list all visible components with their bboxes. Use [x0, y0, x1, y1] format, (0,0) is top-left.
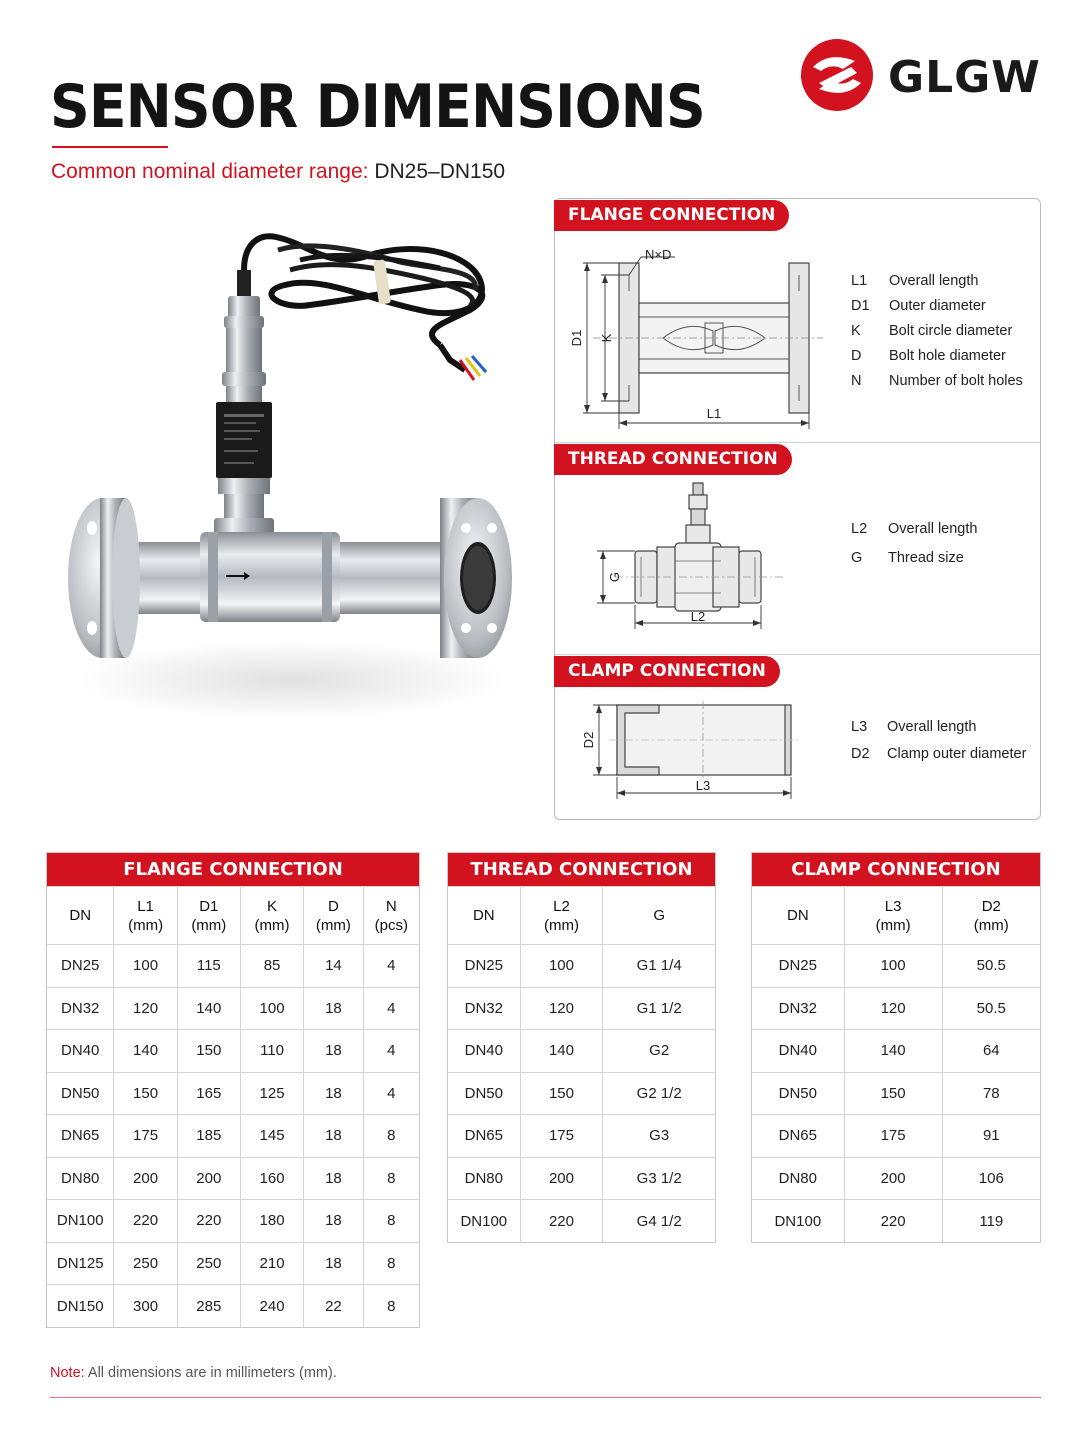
table-cell: 18 — [304, 1115, 364, 1158]
flange-diagram — [563, 239, 831, 439]
clamp-dimensions-table — [751, 852, 1041, 1243]
table-row — [47, 987, 419, 1030]
table-cell: 175 — [844, 1115, 942, 1158]
table-cell: DN80 — [448, 1157, 520, 1200]
table-row — [752, 1115, 1040, 1158]
table-row — [448, 945, 715, 988]
subtitle-value: DN25–DN150 — [374, 160, 506, 183]
table-cell: DN65 — [752, 1115, 844, 1158]
label-d1: D1 — [569, 329, 584, 347]
table-row — [47, 1072, 419, 1115]
table-row — [448, 1072, 715, 1115]
legend-symbol: G — [851, 550, 863, 566]
table-cell: 100 — [844, 945, 942, 988]
table-cell: 140 — [520, 1030, 603, 1073]
table-header-row — [448, 887, 715, 945]
column-unit: (mm) — [128, 916, 164, 934]
label-k: K — [599, 333, 614, 343]
table-cell: 106 — [942, 1157, 1040, 1200]
table-cell: 140 — [844, 1030, 942, 1073]
bottom-divider — [50, 1397, 1041, 1398]
table-cell: 160 — [240, 1157, 303, 1200]
page-title: SENSOR DIMENSIONS — [50, 72, 705, 142]
table-row — [448, 1115, 715, 1158]
table-row — [752, 1072, 1040, 1115]
table-cell: 140 — [177, 987, 240, 1030]
flange-dimensions-table — [46, 852, 420, 1328]
table-row — [752, 987, 1040, 1030]
table-cell: 150 — [114, 1072, 177, 1115]
legend-description: Overall length — [887, 719, 977, 735]
legend-description: Bolt circle diameter — [889, 323, 1013, 339]
table-cell: DN32 — [752, 987, 844, 1030]
table-cell: 175 — [114, 1115, 177, 1158]
table-row — [47, 1157, 419, 1200]
legend-symbol: D2 — [851, 746, 870, 762]
legend-symbol: L3 — [851, 719, 868, 735]
legend-symbol: L2 — [851, 521, 868, 537]
table-cell: 18 — [304, 987, 364, 1030]
table-row — [47, 945, 419, 988]
table-cell: DN100 — [448, 1200, 520, 1243]
label-g: G — [607, 571, 622, 583]
table-cell: 8 — [363, 1285, 419, 1328]
table-row — [448, 1030, 715, 1073]
table-title: THREAD CONNECTION — [448, 853, 715, 886]
legend-description: Number of bolt holes — [889, 373, 1023, 389]
column-unit: (mm) — [315, 916, 351, 934]
column-unit: (mm) — [191, 916, 227, 934]
table-cell: 100 — [114, 945, 177, 988]
subtitle-label: Common nominal diameter range: — [51, 160, 369, 183]
table-cell: 210 — [240, 1242, 303, 1285]
flange-diagram-tag: FLANGE CONNECTION — [554, 200, 789, 231]
column-name: D2 — [981, 897, 1001, 915]
table-cell: 4 — [363, 1030, 419, 1073]
table-cell: 200 — [844, 1157, 942, 1200]
table-cell: DN65 — [448, 1115, 520, 1158]
table-cell: 165 — [177, 1072, 240, 1115]
thread-dimensions-table — [447, 852, 716, 1243]
table-cell: G2 1/2 — [603, 1072, 715, 1115]
table-cell: 78 — [942, 1072, 1040, 1115]
table-cell: 64 — [942, 1030, 1040, 1073]
column-name: L2 — [553, 897, 570, 915]
table-row — [47, 1285, 419, 1328]
note-text: All dimensions are in millimeters (mm). — [87, 1365, 337, 1381]
table-cell: 119 — [942, 1200, 1040, 1243]
table-cell: 8 — [363, 1200, 419, 1243]
label-l1: L1 — [706, 406, 722, 421]
table-cell: 180 — [240, 1200, 303, 1243]
column-name: DN — [786, 907, 809, 924]
table-title: CLAMP CONNECTION — [752, 853, 1040, 886]
table-cell: 18 — [304, 1030, 364, 1073]
legend-description: Overall length — [888, 521, 978, 537]
table-cell: 4 — [363, 987, 419, 1030]
table-cell: 220 — [177, 1200, 240, 1243]
table-row — [47, 1115, 419, 1158]
legend-description: Clamp outer diameter — [887, 746, 1027, 762]
table-cell: 4 — [363, 945, 419, 988]
table-cell: 175 — [520, 1115, 603, 1158]
table-cell: DN80 — [752, 1157, 844, 1200]
connection-diagrams-panel — [554, 198, 1041, 820]
column-header — [448, 887, 520, 945]
table-cell: 91 — [942, 1115, 1040, 1158]
table-row — [752, 1030, 1040, 1073]
table-row — [752, 1157, 1040, 1200]
table-cell: 125 — [240, 1072, 303, 1115]
table-cell: DN25 — [47, 945, 114, 988]
table-cell: DN25 — [752, 945, 844, 988]
label-l3: L3 — [695, 778, 711, 793]
column-header — [177, 887, 240, 945]
table-cell: DN150 — [47, 1285, 114, 1328]
clamp-diagram-tag: CLAMP CONNECTION — [554, 656, 780, 687]
table-cell: DN100 — [752, 1200, 844, 1243]
table-cell: 100 — [520, 945, 603, 988]
legend-description: Bolt hole diameter — [889, 348, 1006, 364]
table-cell: 100 — [240, 987, 303, 1030]
flowmeter-photo — [40, 210, 540, 770]
table-cell: DN100 — [47, 1200, 114, 1243]
column-unit: (mm) — [973, 916, 1009, 934]
legend-description: Overall length — [889, 273, 979, 289]
table-cell: 50.5 — [942, 945, 1040, 988]
column-header — [603, 887, 715, 945]
table-cell: G1 1/4 — [603, 945, 715, 988]
table-cell: 120 — [844, 987, 942, 1030]
table-row — [752, 945, 1040, 988]
section-divider — [555, 654, 1040, 655]
column-name: DN — [69, 907, 92, 924]
table-header-row — [752, 887, 1040, 945]
table-cell: 14 — [304, 945, 364, 988]
title-underline — [52, 146, 168, 148]
table-row — [448, 1157, 715, 1200]
table-cell: 18 — [304, 1072, 364, 1115]
table-cell: 120 — [114, 987, 177, 1030]
table-cell: 8 — [363, 1157, 419, 1200]
table-cell: 8 — [363, 1115, 419, 1158]
clamp-diagram — [579, 699, 809, 803]
column-unit: (mm) — [875, 916, 911, 934]
column-header — [520, 887, 603, 945]
table-cell: 220 — [114, 1200, 177, 1243]
table-cell: 300 — [114, 1285, 177, 1328]
label-d2: D2 — [581, 731, 596, 749]
table-title: FLANGE CONNECTION — [47, 853, 419, 886]
table-cell: DN40 — [752, 1030, 844, 1073]
table-cell: DN40 — [448, 1030, 520, 1073]
table-cell: 200 — [114, 1157, 177, 1200]
table-cell: 8 — [363, 1242, 419, 1285]
column-name: L3 — [884, 897, 902, 915]
table-cell: 85 — [240, 945, 303, 988]
legend-symbol: N — [851, 373, 862, 389]
label-nd: N×D — [645, 247, 672, 262]
legend-symbol: L1 — [851, 273, 868, 289]
legend-symbol: D — [851, 348, 862, 364]
table-row — [47, 1030, 419, 1073]
table-cell: DN50 — [448, 1072, 520, 1115]
column-name: DN — [472, 907, 495, 924]
column-header — [47, 887, 114, 945]
table-cell: 18 — [304, 1242, 364, 1285]
section-divider — [555, 442, 1040, 443]
table-cell: 250 — [114, 1242, 177, 1285]
table-cell: DN40 — [47, 1030, 114, 1073]
legend-symbol: K — [851, 323, 861, 339]
column-name: L1 — [137, 897, 154, 915]
legend-symbol: D1 — [851, 298, 870, 314]
table-cell: 110 — [240, 1030, 303, 1073]
table-cell: 285 — [177, 1285, 240, 1328]
table-cell: 150 — [177, 1030, 240, 1073]
table-cell: 220 — [844, 1200, 942, 1243]
column-unit: (mm) — [543, 916, 579, 934]
table-header-row — [47, 887, 419, 945]
table-cell: 140 — [114, 1030, 177, 1073]
table-cell: G3 — [603, 1115, 715, 1158]
column-header — [304, 887, 364, 945]
table-cell: DN32 — [47, 987, 114, 1030]
thread-diagram-tag: THREAD CONNECTION — [554, 444, 792, 475]
column-name: K — [267, 897, 278, 915]
label-l2: L2 — [690, 609, 706, 624]
table-cell: DN50 — [752, 1072, 844, 1115]
brand-name: GLGW — [888, 52, 1041, 103]
table-cell: G3 1/2 — [603, 1157, 715, 1200]
table-cell: 250 — [177, 1242, 240, 1285]
legend-description: Thread size — [888, 550, 964, 566]
table-cell: 200 — [177, 1157, 240, 1200]
column-unit: (pcs) — [374, 916, 408, 934]
table-cell: 220 — [520, 1200, 603, 1243]
column-name: G — [653, 907, 665, 924]
table-cell: 150 — [520, 1072, 603, 1115]
table-cell: 115 — [177, 945, 240, 988]
table-cell: DN25 — [448, 945, 520, 988]
table-cell: 120 — [520, 987, 603, 1030]
table-row — [448, 1200, 715, 1243]
table-cell: 18 — [304, 1157, 364, 1200]
table-cell: 145 — [240, 1115, 303, 1158]
table-row — [448, 987, 715, 1030]
table-cell: 50.5 — [942, 987, 1040, 1030]
table-cell: G4 1/2 — [603, 1200, 715, 1243]
table-cell: DN80 — [47, 1157, 114, 1200]
column-header — [240, 887, 303, 945]
column-header — [844, 887, 942, 945]
table-cell: DN125 — [47, 1242, 114, 1285]
column-name: N — [385, 897, 397, 915]
table-cell: G2 — [603, 1030, 715, 1073]
table-cell: 185 — [177, 1115, 240, 1158]
table-cell: G1 1/2 — [603, 987, 715, 1030]
note-label: Note: — [50, 1365, 85, 1381]
table-row — [752, 1200, 1040, 1243]
table-row — [47, 1200, 419, 1243]
column-name: D1 — [199, 897, 219, 915]
thread-diagram — [585, 481, 825, 631]
table-cell: 4 — [363, 1072, 419, 1115]
table-cell: 240 — [240, 1285, 303, 1328]
table-cell: 150 — [844, 1072, 942, 1115]
table-row — [47, 1242, 419, 1285]
column-header — [752, 887, 844, 945]
footnote — [50, 1365, 337, 1381]
column-unit: (mm) — [254, 916, 290, 934]
column-header — [942, 887, 1040, 945]
table-cell: 18 — [304, 1200, 364, 1243]
column-header — [363, 887, 419, 945]
table-cell: DN65 — [47, 1115, 114, 1158]
legend-description: Outer diameter — [889, 298, 986, 314]
table-cell: 200 — [520, 1157, 603, 1200]
column-name: D — [327, 897, 339, 915]
table-cell: DN32 — [448, 987, 520, 1030]
column-header — [114, 887, 177, 945]
table-cell: 22 — [304, 1285, 364, 1328]
page-subtitle — [51, 160, 505, 184]
table-cell: DN50 — [47, 1072, 114, 1115]
